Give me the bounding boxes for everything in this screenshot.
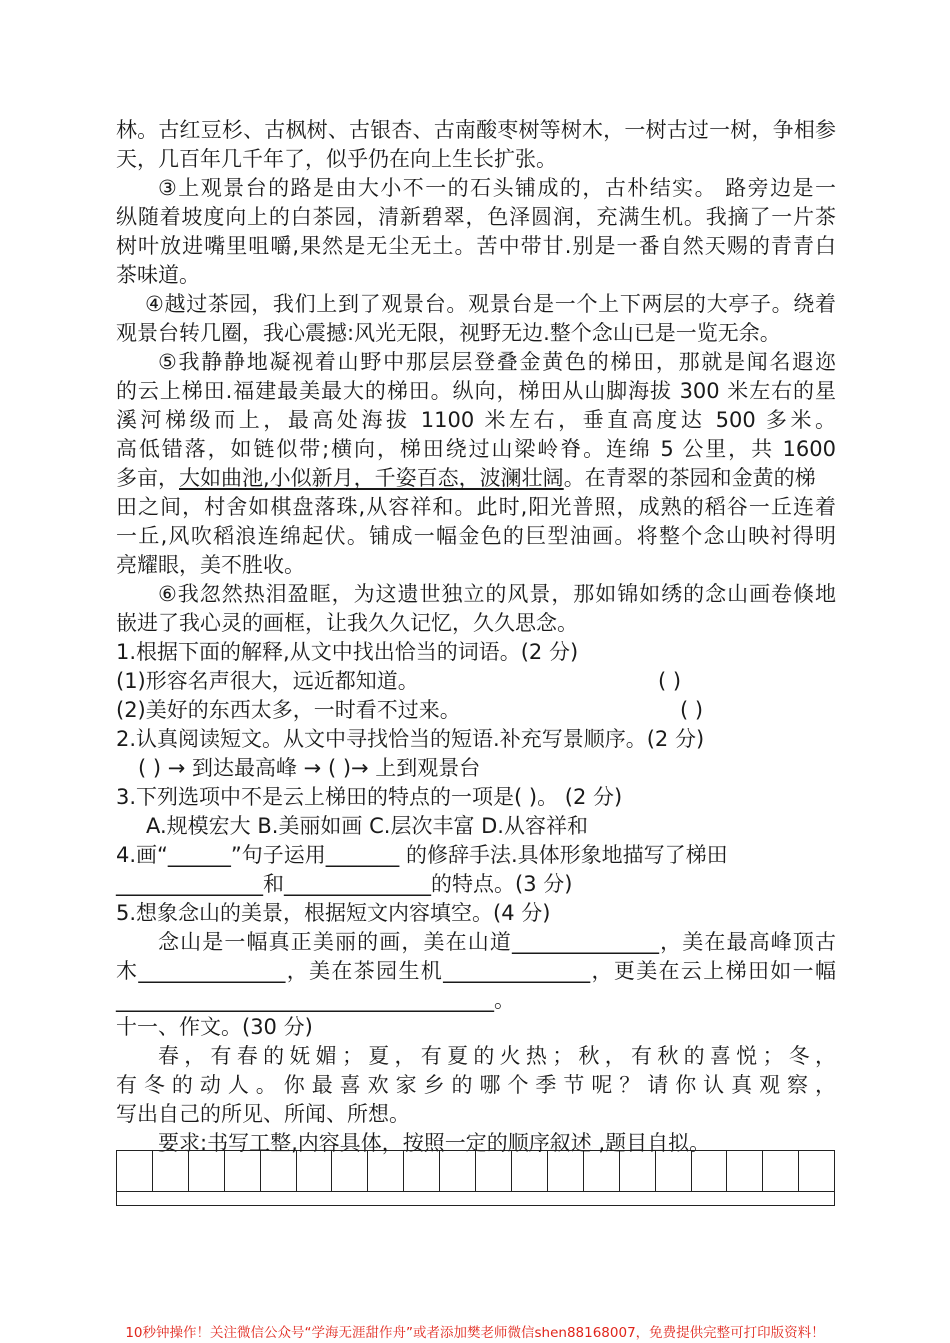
passage-line: 亮耀眼，美不胜收。 [116,553,305,577]
question-1a: (1)形容名声很大，远近都知道。 [116,669,419,693]
passage-line: 嵌进了我心灵的画框，让我久久记忆，久久思念。 [116,611,578,635]
passage-line: 树叶放进嘴里咀嚼,果然是无尘无土。苦中带甘.别是一番自然天赐的青青白 [116,234,836,258]
passage-text: 。在青翠的茶园和金黄的梯 [563,466,816,490]
passage-line: 纵随着坡度向上的白茶园，清新碧翠，色泽圆润，充满生机。我摘了一片茶 [116,205,836,229]
writing-grid[interactable] [116,1150,835,1206]
question-1b: (2)美好的东西太多，一时看不过来。 [116,698,461,722]
grid-cell[interactable] [153,1151,189,1191]
composition-prompt: 写出自己的所见、所闻、所想。 [116,1102,410,1126]
grid-cell[interactable] [404,1151,440,1191]
grid-cell[interactable] [261,1151,297,1191]
question-4-blanks[interactable]: ______________和______________的特点。(3 分) [116,872,573,896]
paragraph-4-start: ④越过茶园，我们上到了观景台。观景台是一个上下两层的大亭子。绕着 [145,292,836,316]
question-3: 3.下列选项中不是云上梯田的特点的一项是( )。 (2 分) [116,785,623,809]
passage-line: 茶味道。 [116,263,200,287]
grid-cell[interactable] [584,1151,620,1191]
grid-cell[interactable] [440,1151,476,1191]
grid-cell[interactable] [225,1151,261,1191]
composition-prompt: 有冬的动人。你最喜欢家乡的哪个季节呢？请你认真观察， [116,1073,836,1097]
question-5: 5.想象念山的美景，根据短文内容填空。(4 分) [116,901,551,925]
paragraph-3-start: ③上观景台的路是由大小不一的石头铺成的，古朴结实。 路旁边是一 [158,176,836,200]
question-5-line[interactable]: 木______________，美在茶园生机______________，更美在云上梯田如一幅 [116,959,836,983]
passage-line: 田之间，村舍如棋盘落珠,从容祥和。此时,阳光普照，成熟的稻谷一丘连着 [116,495,836,519]
promo-footer: 10秒钟操作！关注微信公众号“学海无涯甜作舟”或者添加樊老师微信shen88168007，免费提供完整可打印版资料！ [125,1325,825,1341]
grid-cell[interactable] [117,1151,153,1191]
passage-line: 天，几百年几千年了，似乎仍在向上生长扩张。 [116,147,557,171]
grid-cell[interactable] [368,1151,404,1191]
grid-cell[interactable] [620,1151,656,1191]
grid-cell[interactable] [297,1151,333,1191]
question-2-sequence[interactable]: ( ) → 到达最高峰 → ( )→ 上到观景台 [138,756,481,780]
question-5-line[interactable]: ____________________________________。 [116,988,515,1012]
writing-grid-row[interactable] [117,1151,834,1192]
paragraph-5-start: ⑤我静静地凝视着山野中那层层登叠金黄色的梯田，那就是闻名遐迩 [158,350,836,374]
paragraph-6-start: ⑥我忽然热泪盈眶，为这遗世独立的风景，那如锦如绣的念山画卷倏地 [158,582,836,606]
answer-blank[interactable]: ( ) [680,698,704,722]
question-5-line[interactable]: 念山是一幅真正美丽的画，美在山道______________，美在最高峰顶古 [158,930,836,954]
passage-text: 多亩， [116,466,179,490]
grid-cell[interactable] [476,1151,512,1191]
grid-cell[interactable] [512,1151,548,1191]
grid-cell[interactable] [548,1151,584,1191]
passage-line: 一丘,风吹稻浪连绵起伏。铺成一幅金色的巨型油画。将整个念山映衬得明 [116,524,836,548]
passage-line: 的云上梯田.福建最美最大的梯田。纵向，梯田从山脚海拔 300 米左右的星 [116,379,836,403]
answer-blank[interactable]: ( ) [658,669,682,693]
grid-cell[interactable] [332,1151,368,1191]
grid-cell[interactable] [189,1151,225,1191]
passage-line: 高低错落，如链似带;横向，梯田绕过山梁岭脊。连绵 5 公里，共 1600 [116,437,836,461]
passage-line: 溪河梯级而上，最高处海拔 1100 米左右，垂直高度达 500 多米。 [116,408,836,432]
composition-heading: 十一、作文。(30 分) [116,1015,313,1039]
question-1: 1.根据下面的解释,从文中找出恰当的词语。(2 分) [116,640,579,664]
passage-line-with-underline [116,464,836,492]
question-4: 4.画“______”句子运用_______ 的修辞手法.具体形象地描写了梯田 [116,843,728,867]
question-3-options[interactable]: A.规模宏大 B.美丽如画 C.层次丰富 D.从容祥和 [146,814,588,838]
composition-prompt: 春，有春的妩媚；夏，有夏的火热；秋，有秋的喜悦；冬， [158,1044,836,1068]
grid-cell[interactable] [727,1151,763,1191]
grid-cell[interactable] [692,1151,728,1191]
underlined-sentence: 大如曲池,小似新月，千姿百态，波澜壮阔 [179,466,564,490]
passage-line: 林。古红豆杉、古枫树、古银杏、古南酸枣树等树木，一树古过一树，争相参 [116,118,836,142]
question-2: 2.认真阅读短文。从文中寻找恰当的短语.补充写景顺序。(2 分) [116,727,705,751]
grid-cell[interactable] [656,1151,692,1191]
grid-cell[interactable] [799,1151,834,1191]
composition-requirement: 要求:书写工整,内容具体，按照一定的顺序叙述 ,题目自拟。 [158,1131,711,1155]
grid-cell[interactable] [763,1151,799,1191]
passage-line: 观景台转几圈，我心震撼:风光无限，视野无边.整个念山已是一览无余。 [116,321,781,345]
